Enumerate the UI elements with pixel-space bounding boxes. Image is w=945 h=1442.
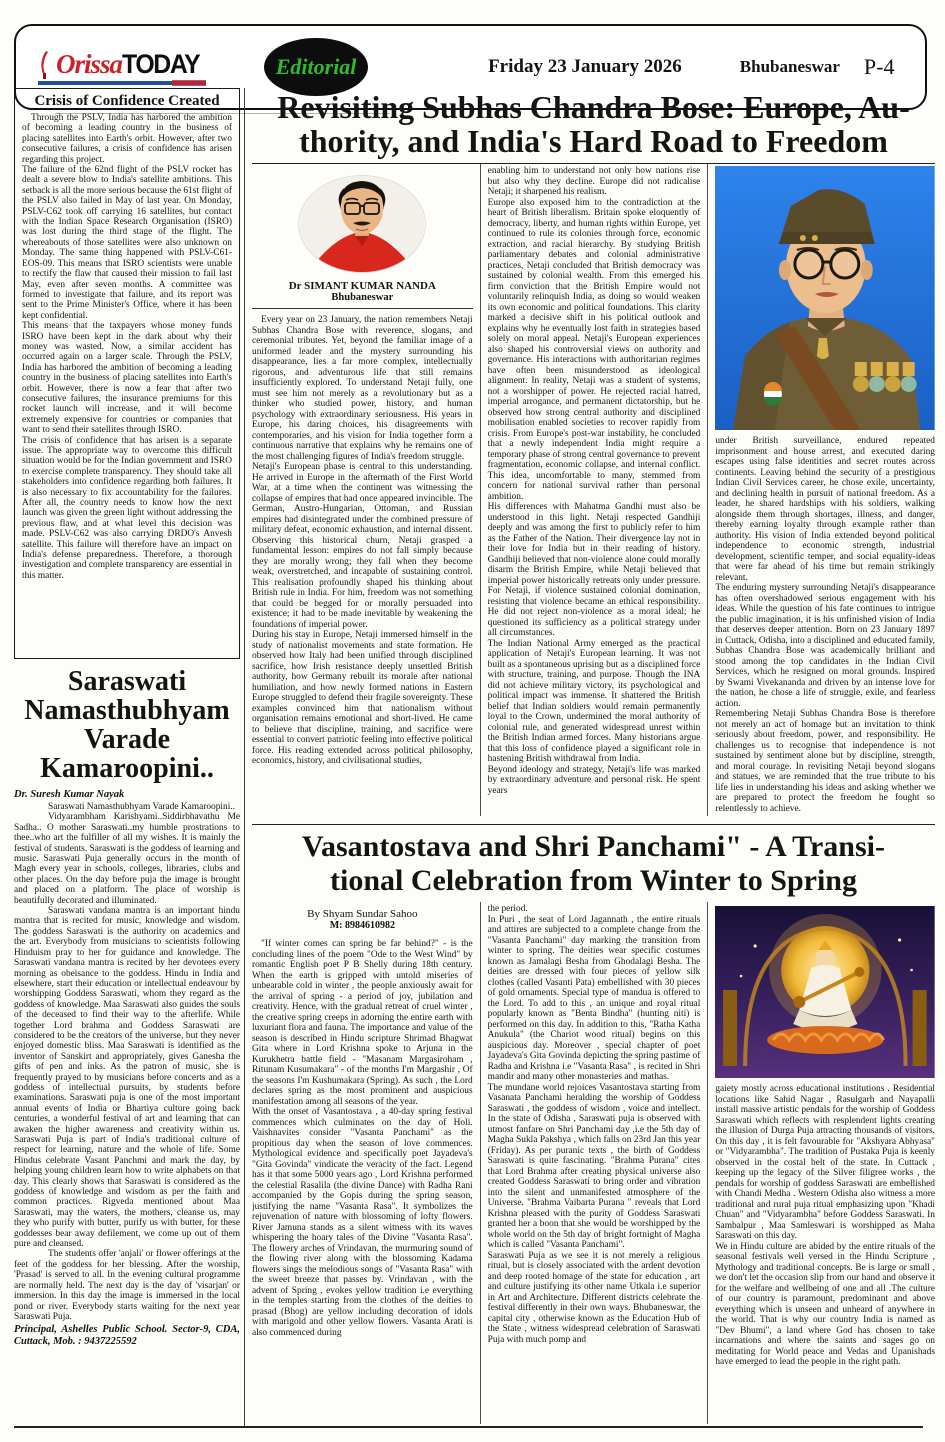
bose-columns xyxy=(252,164,935,816)
article-vasantostava xyxy=(252,824,935,1424)
paragraph: The students offer 'anjali' or flower offerings at the feet of the goddess for her blessing. After the worship, 'Prasad' is served to all. In the evening cultural programme are normally held. The next day is the day of 'visarjan' or immersion. In this day the image is immersed in the local pond or river. Everybody starts waiting for the next year Saraswati Puja. xyxy=(14,1249,240,1322)
paragraph: The Indian National Army emerged as the practical application of Netaji's European learning. It was not built as a spontaneous uprising but as a disciplined force with structure, training, and purpose. Though the INA did not achieve military victory, its psychological and political impact was immense. It shattered the British belief that Indian soldiers would remain permanently loyal to the Crown, undermined the moral authority of colonial rule, and generated widespread unrest within the British Indian armed forces. Many historians argue that this loss of confidence played a significant role in hastening British withdrawal from India. xyxy=(487,638,701,764)
paragraph: In Puri , the seat of Lord Jagannath , the entire rituals and attires are subjected to a complete change from the "Vasanta Panchami" day marking the transition from winter to spring. The deities wear specific costumes known as Jamalagi Besha from Ghodalagi Besha. The deities are dressed with four pieces of yellow silk clothes (called Vasanti Pata) embellished with 30 pieces of gold ornaments. Special type of mandua is offered to the Lord. To add to this , an unique and royal ritual popularly known as "Benta Bindha" (hunting niti) is performed on this day. In addition to this, "Ratha Katha Anukula" (the Chariot wood ritual) begins on this auspicious day. Moreover , special chapter of poet Jayadeva's Gita Govinda depicting the spring pastime of Radha and Krishna i.e "Vasanta Rasa" , is recited in Shri mandir and many other monasteries and mathas. xyxy=(487,914,701,1082)
bose-portrait xyxy=(715,166,935,430)
paragraph: "If winter comes can spring be far behind?" - is the concluding lines of the poem "Ode to the West Wind" by romantic English poet P B Shelly during 18th century. When the earth is gripped with untold miseries of unbearable cold in winter , the people anxiously await for the arrival of spring - a period of joy, jubilation and creativity. Hence, with the gradual retreat of cruel winter , the creative spring creeps in adorning the entire earth with luxuriant flora and fauna. The importance and value of the season is described in Hindu scripture Shrimad Bhagwat Gita where in Lord Krishna spoke to Arjuna in the Kurukhetra battle field - "Masanam Margasiroham , Ritunam Kusumakara" - of the months I'm Margashir , Of the seasons I'm Kushumakara (Spring). As such , the Lord declares spring as the most prominent and auspicious manifestation among all seasons of the year. xyxy=(252,939,473,1107)
paragraph: Remembering Netaji Subhas Chandra Bose is therefore not merely an act of homage but an invitation to think seriously about freedom, power, and responsibility. He challenges us to recognise that independence is not sustained by sentiment alone but by discipline, strength, and moral courage. In revisiting Netaji beyond slogans and statues, we are reminded that the true tribute to his life lies in understanding his ideas and asking whether we are prepared to protect the freedom he fought so relentlessly to achieve. xyxy=(715,709,935,814)
paragraph: Europe also exposed him to the contradiction at the heart of British liberalism. Britain spoke eloquently of democracy, liberty, and human rights within Europe, yet continued to rule its colonies through force, economic extraction, and racial hierarchy. By studying British parliamentary debates and colonial administrative practices, Netaji concluded that British democracy was sustained by colonial wealth. From this emerged his firm conviction that the British Empire would not voluntarily relinquish India, as doing so would weaken its own economic and political foundations. This clarity marked a decisive shift in his political outlook and explains why he eventually lost faith in strategies based solely on moral appeal. Netaji's European experiences also shaped his controversial views on authority and governance. His interactions with authoritarian regimes have often been misunderstood as ideological alignment. In reality, Netaji was a student of systems, not a worshipper of power. He rejected racial hatred, imperial arrogance, and permanent dictatorship, but he observed how strong central authority and disciplined mobilisation enabled societies to recover rapidly from crisis. From Europe's post-war instability, he concluded that a newly independent India might require a temporary phase of strong central governance to prevent fragmentation, economic collapse, and internal conflict. This idea, uncomfortable to many, stemmed from concern for national survival rather than personal ambition. xyxy=(487,197,701,502)
vasa-column-1 xyxy=(252,902,480,1424)
title-line: Saraswati xyxy=(67,666,187,697)
article-saraswati xyxy=(14,667,240,1348)
article-title xyxy=(252,825,935,902)
article-bose xyxy=(252,88,935,816)
main-area xyxy=(252,88,935,1424)
article-title xyxy=(14,667,240,783)
paragraph: Saraswati Namasthubhyam Varade Kamaroopini.. xyxy=(48,802,236,812)
issue-date: Friday 23 January 2026 xyxy=(488,56,682,77)
vasantostava-columns xyxy=(252,902,935,1424)
paragraph: Vidyarambham Karishyami..Siddirbhavathu Me Sadha.. O mother Saraswati..my humble prostrations to thee..who art the fulfiller of all my wishes. It is mainly the festival of students. Saraswati is the goddess of learning and music. Saraswati Puja generally occurs in the month of Magh every year in schools, colleges, libraries, clubs and other places. On the day before puja the image is brought and placed on a platform. The place of worship is beautifully decorated and illuminated. xyxy=(14,812,240,906)
logo-underline-bar xyxy=(38,81,206,85)
editorial-badge-label: Editorial xyxy=(275,54,357,79)
paragraph: Saraswati Puja as we see it is not merely a religious ritual, but is closely associated with the ardent devotion and deep rooted homage of the state for education , art and culture justifying its other name Utkala i.e superior in Art and Architecture. Different districts celebrate the festival differently in their own ways. Bhubaneswar, the capital city , otherwise known as the Education Hub of the State , witness widespread celebration of Saraswati Puja with much pomp and xyxy=(487,1250,701,1345)
author-photo xyxy=(299,176,425,272)
paragraph: The enduring mystery surrounding Netaji's disappearance has often overshadowed serious engagement with his ideas. While the question of his fate continues to intrigue the public imagination, it is his unfinished vision of India that deserves deeper attention. Born on 23 January 1897 in Cuttack, Odisha, into a disciplined and educated family, Subhas Chandra Bose was academically brilliant and stood among the top candidates in the Indian Civil Services, which he resigned on moral grounds. Inspired by Swami Vivekananda and driven by an intense love for the nation, he chose a life of struggle, exile, and fearless action. xyxy=(715,583,935,709)
byline: By Shyam Sundar Sahoo xyxy=(307,908,418,920)
logo-orissa-text: Orissa xyxy=(56,49,123,79)
title-line: Kamaroopini.. xyxy=(40,753,214,784)
title-line: thority, and India's Hard Road to Freedom xyxy=(299,123,888,159)
page-number: P-4 xyxy=(863,54,895,79)
vasa-column-3 xyxy=(707,902,935,1424)
paragraph: Saraswati vandana mantra is an important hindu mantra that is recited for music, knowledge and wisdom. The goddess Saraswati is the authority on academics and the art. Everybody from musicians to scientists following Hinduism pray to her for guidance and knowledge. The Saraswati vandana mantra is recited by her devotees every morning as obeisance to the goddess. Hindu in India and elsewhere, start their education or intellectual endeavour by worshipping Goddess Saraswati, whom they regard as the goddess of knowledge. Maa Saraswati also guides the souls of the deceased to find their way to the afterlife. While together Lord brahma and Goddess Saraswati are considered to be the creators of the universe, but they never enjoyed domestic bliss. Maa Saraswati is identified as the inventor of Sanskirt and appropriately, gives Ganesha the gifts of pen and inks. As the patron of music, she is frequently prayed to by musicians before concerts and as a goddess of intellectual pursuits, by students before examinations. Saraswati puja is one of the most important annual events of India or Bhartiya culture going back centuries, a wonderful festival of art and learning that can awaken the higher awareness and creativity within us. Saraswati Puja is part of India's traditional culture of respect for learning, nature and the whole of life. Some Hindus celebrate Vasant Panchmi and mark the day, by helping young children learn how to write alphabets on that day. This clearly shows that Saraswati is considered as the goddess of knowledge and wisdom as per the faith and common practices. Rigveda mentioned about Maa Saraswati, may the waters, the mothers, cleanse us, may they who purify with butter, purify us with butter, for these goddesses bear away defilement, we come up out of them pure and cleansed. xyxy=(14,906,240,1250)
issue-city: Bhubaneswar xyxy=(739,57,840,76)
quill-icon xyxy=(38,50,54,80)
bose-column-2 xyxy=(480,164,708,816)
bose-column-1 xyxy=(252,164,480,816)
saraswati-image xyxy=(715,906,935,1078)
author-photo-block xyxy=(252,176,473,309)
paragraph: Beyond ideology and strategy, Netaji's life was marked by extraordinary adventure and personal risk. He spent years xyxy=(487,764,701,796)
paragraph: gaiety mostly across educational institutions . Residential locations like Sahid Nagar , Rasulgarh and Nayapalli install massive artistic pendals for the worship of Goddess Saraswati which reflects with resplendent lights creating the illusion of Durga Puja attracting thousands of visitors. On this day , it is felt favourable for "Akshyara Abhyasa" or "Vidyarambha". The tradition of Pustaka Puja is keenly observed in the costal belt of the state. In Cuttack , keeping up the legacy of the Silver filigree works , the pendals for worship of goddess Saraswati are embellished with Chandi Medha . Western Odisha also witness a more traditional and rural puja ritual emphasizing upon "Khadi Chuan" and "Vidyarambha" before Goddess Saraswati. In Sambalpur , Maa Samleswari is worshipped as Maha Saraswati on this day. xyxy=(715,1084,935,1241)
paragraph: The failure of the 62nd flight of the PSLV rocket has dealt a severe blow to India's satellite ambitions. This setback is all the more serious because the 61st flight of the PSLV also failed in May of last year. On Monday, PSLV-C62 took off carrying 16 satellites, but contact with the Indian Space Research Organisation (ISRO) was lost during the third stage of the flight. The whereabouts of those satellites were also unknown on Monday. The same thing happened with PSLV-C61-EOS-09. This means that ISRO scientists were unable to rectify the flaw that caused their mission to fail last May, even after seven months. A committee was formed to investigate that failure, and its report was sent to the Prime Minister's Office, where it has been kept confidential. xyxy=(22,165,232,321)
author-designation: Principal, Ashelles Public School. Sector-9, CDA, Cuttack, Mob. : 9437225592 xyxy=(14,1324,240,1348)
paragraph: His differences with Mahatma Gandhi must also be understood in this light. Netaji respected Gandhiji deeply and was among the first to publicly refer to him as the Father of the Nation. Their divergence lay not in their love for India but in their reading of history. Gandhiji believed that non-violence alone could morally disarm the British Empire, while Netaji believed that imperial power historically retreats only under pressure. For Netaji, if violence sustained colonial domination, resisting that violence became an ethical responsibility. He did not reject non-violence as a moral ideal; he questioned its sufficiency as a political strategy under all circumstances. xyxy=(487,502,701,638)
left-column xyxy=(14,88,240,1359)
byline-block xyxy=(252,908,473,931)
photo-caption-name: Dr SIMANT KUMAR NANDA xyxy=(288,280,436,292)
article-title xyxy=(252,88,935,161)
paragraph: Every year on 23 January, the nation remembers Netaji Subhas Chandra Bose with reverence, slogans, and ceremonial tributes. Yet, beyond the familiar image of a uniformed leader and the mystery surrounding his disappearance, lies a far more complex, intellectually rigorous, and adventurous life that still remains insufficiently explored. To understand Netaji fully, one must see him not merely as a revolutionary but as a thinker who studied power, history, and human psychology with extraordinary seriousness. His years in Europe, his daring choices, his disagreements with contemporaries, and his vision for India together form a continuous narrative that explains why he remains one of the most challenging figures of India's freedom struggle. xyxy=(252,315,473,462)
paragraph: We in Hindu culture are abided by the entire rituals of the seasonal festivals well versed in the Hindu Scripture , Mythology and traditional concepts. Be is large or small , we don't let the occasion slip from our hand and observe it for the welfare and wellbeing of one and all .The culture of our country is paramount, predominant and above everything which is unseen and unheard of anywhere in the world. That is why our country India is named as "Dev Bhumi", a land where God has chosen to take incarnations and where the saints and sages go on meditating for World peace and Vedas and Upanishads have emerged to lead the people in the right path. xyxy=(715,1241,935,1367)
logo-today-text: TODAY xyxy=(122,49,200,79)
title-line: tional Celebration from Winter to Spring xyxy=(330,864,857,897)
photo-caption-city: Bhubaneswar xyxy=(331,292,394,303)
paragraph: under British surveillance, endured repeated imprisonment and house arrest, and executed daring escapes using false identities and secret routes across continents. Leaving behind the security of a prestigious Indian Civil Services career, he chose exile, uncertainty, and declining health in pursuit of national freedom. As a leader, he shared hardships with his soldiers, walking alongside them through shortages, illness, and danger, thereby earning loyalty through example rather than authority. His vision of India extended beyond political independence to economic strength, industrial development, scientific temper, and social equality-ideas that were far ahead of his time but remain strikingly relevant. xyxy=(715,436,935,583)
paragraph: With the onset of Vasantostava , a 40-day spring festival commences which culminates on the day of Holi. Vaishnavites consider "Vasanta Panchami" as the propitious day when the season of love commences. Mythological evidence and specifically poet Jayadeva's "Gita Govinda" vindicate the veracity of the fact. Legend has it that some 5000 years ago , Lord Krishna performed the celestial Rasalila (the divine Dance) with Radha Rani accompanied by the Gopis during the spring season, justifying the name "Vasanta Rasa". It symbolizes the rejuvenation of nature with blossoming of lofty flowers. River Jamuna stands as a silent witness with its waves whispering the hoary tales of the Divine "Vasanta Rasa". The flowery arches of Vrindavan, the murmuring sound of the flowing river along with the blossoming Kadama flowers sings the melodious songs of "Vasanta Rasa" with the sweet breeze that passes by. Vrindavan , with the advent of Spring , evokes yellow tradition i.e everything in the temples starting from the clothes of the deities to prasad (Bhog) are yellow including decoration of idols with marigold and other yellow flowers. Vasanta Arati is also commenced during xyxy=(252,1107,473,1338)
title-line: Revisiting Subhas Chandra Bose: Europe, Au- xyxy=(277,89,910,125)
caption-rule xyxy=(252,308,473,309)
paragraph: During his stay in Europe, Netaji immersed himself in the study of nationalist movements and state formation. He observed how Italy had been unified through disciplined sacrifice, how Irish resistance deeply unsettled British authority, how Germany rebuilt its morale after national humiliation, and how newly formed nations in Eastern Europe struggled to defend their fragile sovereignty. These examples convinced him that nationalism without organisation remains emotional and short-lived. He came to believe that discipline, training, and sacrifice were essential to convert patriotic feeling into effective political force. His reading extended across political philosophy, economics, history, and civilisational studies, xyxy=(252,630,473,766)
article-crisis-of-confidence xyxy=(14,88,240,659)
bottom-rule xyxy=(14,1426,923,1428)
paragraph: The mundane world rejoices Vasantostava starting from Vasanata Panchami heralding the worship of Goddess Saraswati , the goddess of wisdom , voice and intellect. In the state of Odisha , Saraswati puja is observed with utmost fanfare on Shri Panchami day ,i.e the 5th day of Magha Sukla Pakshya , which falls on 23rd Jan this year (Friday). As per puranic texts , the birth of Goddess Saraswati is quite fascinating. "Brahma Purana" cites that Lord Brahma after creating physical universe also created Goddess Saraswati to bring order and vibration into the silent and unmanifested atmosphere of the Universe. "Brahma Vaibarta Purana " reveals that Lord Krishna pleased with the purity of Goddess Saraswati granted her a boon that she would be worshipped by the whole world on the 5th day of bright fortnight of Magha which is called "Vasanta Panchami". xyxy=(487,1082,701,1250)
title-line: Namasthubhyam xyxy=(24,695,230,726)
paragraph: enabling him to understand not only how nations rise but also why they decline. Europe did not radicalise Netaji; it sharpened his realism. xyxy=(487,166,701,197)
article-author: Dr. Suresh Kumar Nayak xyxy=(14,789,125,800)
paragraph: the period. xyxy=(487,904,528,914)
newspaper-logo xyxy=(38,49,206,85)
title-line: Varade xyxy=(83,724,171,755)
vasa-column-2 xyxy=(480,902,708,1424)
paragraph: The crisis of confidence that has arisen is a separate issue. The appropriate way to overcome this difficult situation would be for the Indian government and ISRO to exercise complete transparency. They should take all stakeholders into confidence regarding both failures. It is also necessary to fix accountability for the failures. After all, the country needs to know how the next launch was given the green light without addressing the previous flaw, and at what level this decision was made. PSLV-C62 was also carrying DRDO's Anvesh satellite. This failure will therefore have an impact on India's defense preparedness. Therefore, a thorough investigation and complete transparency are essential in this matter. xyxy=(22,435,232,581)
column-divider xyxy=(244,88,245,1426)
article-title: Crisis of Confidence Created xyxy=(34,93,220,109)
paragraph: Through the PSLV, India has harbored the ambition of becoming a leading country in the business of placing satellites into Earth's orbit. However, after two consecutive failures, a crisis of confidence has arisen regarding this project. xyxy=(22,113,232,165)
byline-phone: M: 8984610982 xyxy=(329,920,395,931)
bose-column-3 xyxy=(707,164,935,816)
paragraph: Netaji's European phase is central to this understanding. He arrived in Europe in the aftermath of the First World War, at a time when the continent was witnessing the collapse of empires that had once appeared invincible. The German, Austro-Hungarian, Ottoman, and Russian empires had disintegrated under the combined pressure of military defeat, economic exhaustion, and internal dissent. Observing this historical churn, Netaji grasped a fundamental lesson: empires do not fall simply because they are morally wrong; they fall when they become weak, overstretched, and incapable of sustaining control. This realisation profoundly shaped his thinking about British rule in India. For him, freedom was not something that could be begged for or morally persuaded into existence; it had to be made inevitable by weakening the foundations of imperial power. xyxy=(252,462,473,630)
paragraph: This means that the taxpayers whose money funds ISRO have been kept in the dark about why their money was wasted. Now, a similar accident has occurred again on a larger scale. Through the PSLV, India has harbored the ambition of becoming a leading country in the business of placing satellites into Earth's orbit. However, there is now a fear that after two consecutive failures, the insurance premiums for this rocket launch will increase, and it will become extremely expensive for countries or companies that want to send their satellites through ISRO. xyxy=(22,321,232,436)
title-line: Vasantostava and Shri Panchami" - A Transi- xyxy=(302,830,885,863)
